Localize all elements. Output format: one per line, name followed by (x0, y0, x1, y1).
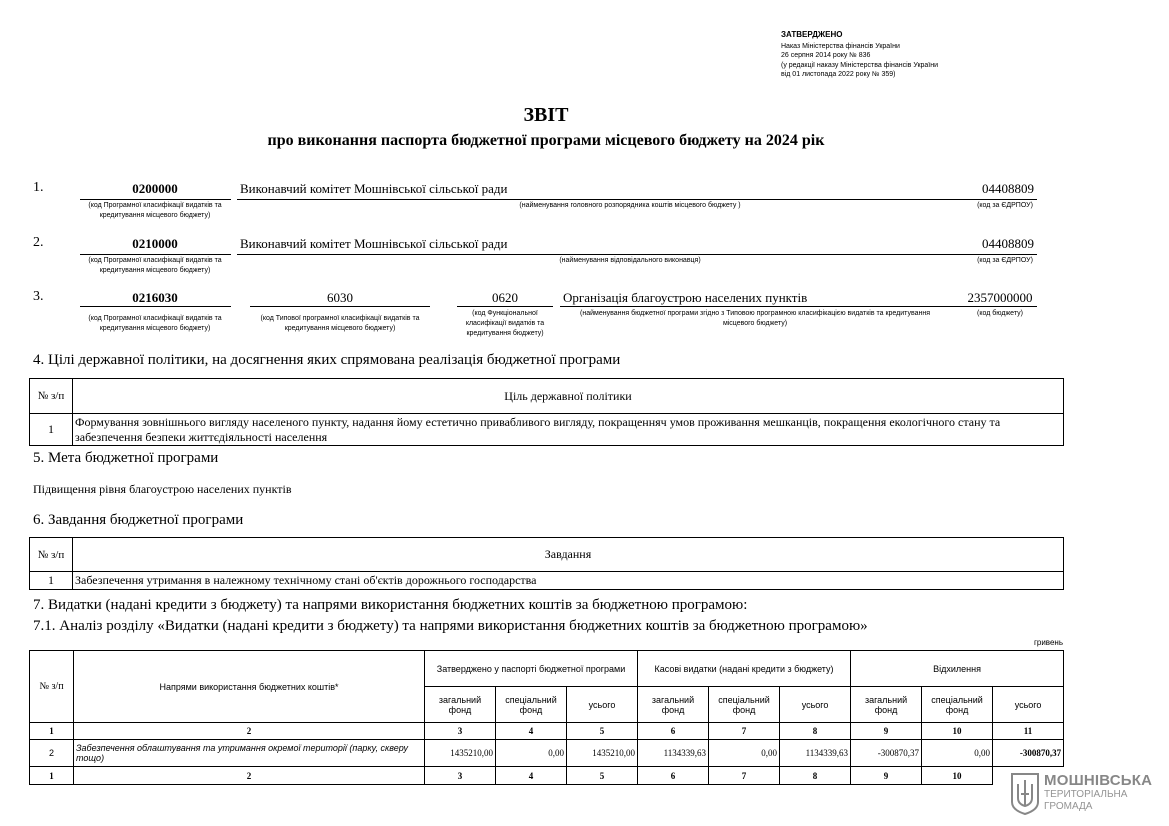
row3-name-underline (560, 306, 1037, 307)
row3-functional-caption: (код Функціональної класифікації видатків та кредитування бюджету) (465, 310, 545, 337)
approval-block (781, 30, 981, 80)
row2-name-caption: (найменування відповідального виконавця) (559, 257, 701, 264)
exp-subheader-general: загальний фонд (851, 687, 922, 723)
row2-number: 2. (33, 235, 44, 250)
exp-subheader-general: загальний фонд (638, 687, 709, 723)
col-number: 8 (780, 723, 851, 740)
col-number: 6 (638, 723, 709, 740)
exp-subheader-special: спеціальний фонд (922, 687, 993, 723)
watermark-line: ТЕРИТОРІАЛЬНА (1044, 789, 1128, 800)
goals-header-goal: Ціль державної політики (73, 379, 1064, 414)
row3-typical-code: 6030 (327, 290, 353, 305)
approval-line: 26 серпня 2014 року № 836 (781, 52, 871, 59)
exp-approved-general: 1435210,00 (425, 740, 496, 767)
exp-cash-total: 1134339,63 (780, 740, 851, 767)
row1-number: 1. (33, 180, 44, 195)
row3-functional-underline (457, 306, 553, 307)
exp-subheader-total: усього (993, 687, 1064, 723)
exp-deviation-special: 0,00 (922, 740, 993, 767)
column-numbers-row (30, 723, 1064, 740)
trident-icon (1010, 772, 1040, 816)
col-number: 7 (709, 767, 780, 785)
row1-edrpou: 04408809 (982, 181, 1034, 196)
exp-approved-total: 1435210,00 (567, 740, 638, 767)
goals-header-num: № з/п (30, 379, 73, 414)
goal-row-num: 1 (30, 414, 73, 446)
watermark-line: ГРОМАДА (1044, 801, 1093, 812)
col-number: 1 (30, 767, 74, 785)
row2-executor-name: Виконавчий комітет Мошнівської сільської ради (240, 236, 508, 251)
exp-deviation-general: -300870,37 (851, 740, 922, 767)
tasks-header-task: Завдання (73, 538, 1064, 572)
col-number: 2 (74, 723, 425, 740)
goals-table (29, 378, 1064, 446)
approval-line: (у редакції наказу Міністерства фінансів України (781, 61, 939, 69)
col-number: 5 (567, 723, 638, 740)
row1-name-underline (237, 199, 1037, 200)
row3-typical-underline (250, 306, 430, 307)
col-number: 3 (425, 723, 496, 740)
exp-header-deviation: Відхилення (851, 651, 1064, 687)
tasks-table (29, 537, 1064, 590)
exp-cash-special: 0,00 (709, 740, 780, 767)
report-subtitle: про виконання паспорта бюджетної програми місцевого бюджету на 2024 рік (267, 132, 825, 149)
expenditures-table (29, 650, 1064, 785)
exp-subheader-special: спеціальний фонд (496, 687, 567, 723)
task-row-num: 1 (30, 572, 73, 590)
col-number: 10 (922, 723, 993, 740)
row2-name-underline (237, 254, 1037, 255)
approval-title: ЗАТВЕРДЖЕНО (781, 30, 843, 39)
col-number: 8 (780, 767, 851, 785)
row1-program-code: 0200000 (132, 181, 178, 196)
table-row (30, 414, 1064, 446)
exp-subheader-special: спеціальний фонд (709, 687, 780, 723)
table-row (30, 740, 1064, 767)
row1-name-caption: (найменування головного розпорядника коштів місцевого бюджету ) (519, 202, 741, 209)
watermark-name: МОШНІВСЬКА (1044, 772, 1153, 789)
col-number: 6 (638, 767, 709, 785)
approval-line: від 01 листопада 2022 року № 359) (781, 71, 896, 78)
row3-functional-code: 0620 (492, 290, 518, 305)
row1-code-caption: (код Програмної класифікації видатків та кредитування місцевого бюджету) (88, 202, 222, 219)
col-number: 1 (30, 723, 74, 740)
col-number: 10 (922, 767, 993, 785)
exp-approved-special: 0,00 (496, 740, 567, 767)
row3-program-code: 0216030 (132, 290, 178, 305)
program-purpose: Підвищення рівня благоустрою населених пунктів (33, 482, 292, 496)
task-row-text: Забезпечення утримання в належному технічному стані об'єктів дорожнього господарства (73, 572, 1064, 590)
section6-heading: 6. Завдання бюджетної програми (33, 512, 244, 528)
column-numbers-row (30, 767, 1064, 785)
exp-subheader-total: усього (780, 687, 851, 723)
exp-row-direction: Забезпечення облаштування та утримання окремої території (парку, скверу тощо) (74, 740, 425, 767)
exp-row-num: 2 (30, 740, 74, 767)
row3-typical-caption: (код Типової програмної класифікації видатків та кредитування місцевого бюджету) (260, 315, 420, 332)
community-watermark (1008, 770, 1169, 820)
row2-code-caption: (код Програмної класифікації видатків та кредитування місцевого бюджету) (88, 257, 222, 274)
section7-subheading: 7.1. Аналіз розділу «Видатки (надані кредити з бюджету) та напрями використання бюджетних коштів за бюджетною програмою» (33, 618, 868, 634)
section4-heading: 4. Цілі державної політики, на досягнення яких спрямована реалізація бюджетної програми (33, 352, 621, 368)
approval-line: Наказ Міністерства фінансів України (781, 42, 900, 50)
col-number: 5 (567, 767, 638, 785)
section5-heading: 5. Мета бюджетної програми (33, 450, 219, 466)
row2-edrpou: 04408809 (982, 236, 1034, 251)
col-number: 9 (851, 723, 922, 740)
exp-header-approved: Затверджено у паспорті бюджетної програми (425, 651, 638, 687)
row3-code-caption: (код Програмної класифікації видатків та кредитування місцевого бюджету) (88, 315, 222, 332)
row3-number: 3. (33, 289, 44, 304)
row2-code-underline (80, 254, 231, 255)
currency-unit: гривень (1033, 638, 1063, 647)
exp-header-direction: Напрями використання бюджетних коштів* (74, 651, 425, 723)
row3-code-underline (80, 306, 231, 307)
table-row (30, 572, 1064, 590)
row3-name-caption: (найменування бюджетної програми згідно з Типовою програмною класифікацією видатків та кредитування місцевого бюджету) (580, 310, 930, 327)
report-title: ЗВІТ (523, 104, 569, 126)
col-number: 9 (851, 767, 922, 785)
col-number: 3 (425, 767, 496, 785)
row2-edrpou-caption: (код за ЄДРПОУ) (977, 257, 1033, 264)
exp-cash-general: 1134339,63 (638, 740, 709, 767)
row1-manager-name: Виконавчий комітет Мошнівської сільської ради (240, 181, 508, 196)
col-number: 7 (709, 723, 780, 740)
goal-row-text: Формування зовнішнього вигляду населеного пункту, надання йому естетично привабливого вигляду, покращенняч умов проживання мешканців, покращення екологічного стану та забезпечення безпеки життєдіяльності населення (73, 414, 1064, 446)
row2-program-code: 0210000 (132, 236, 178, 251)
col-number: 2 (74, 767, 425, 785)
section7-heading: 7. Видатки (надані кредити з бюджету) та напрями використання бюджетних коштів за бюджетною програмою: (33, 597, 748, 613)
row3-program-name: Організація благоустрою населених пунктів (563, 290, 808, 305)
col-number: 11 (993, 723, 1064, 740)
row3-budget-code: 2357000000 (967, 290, 1033, 305)
exp-subheader-total: усього (567, 687, 638, 723)
tasks-header-num: № з/п (30, 538, 73, 572)
row3-budget-caption: (код бюджету) (977, 310, 1023, 317)
exp-header-cash: Касові видатки (надані кредити з бюджету) (638, 651, 851, 687)
exp-subheader-general: загальний фонд (425, 687, 496, 723)
col-number: 4 (496, 723, 567, 740)
col-number: 4 (496, 767, 567, 785)
row1-code-underline (80, 199, 231, 200)
exp-header-num: № з/п (30, 651, 74, 723)
row1-edrpou-caption: (код за ЄДРПОУ) (977, 202, 1033, 209)
exp-deviation-total: -300870,37 (993, 740, 1064, 767)
